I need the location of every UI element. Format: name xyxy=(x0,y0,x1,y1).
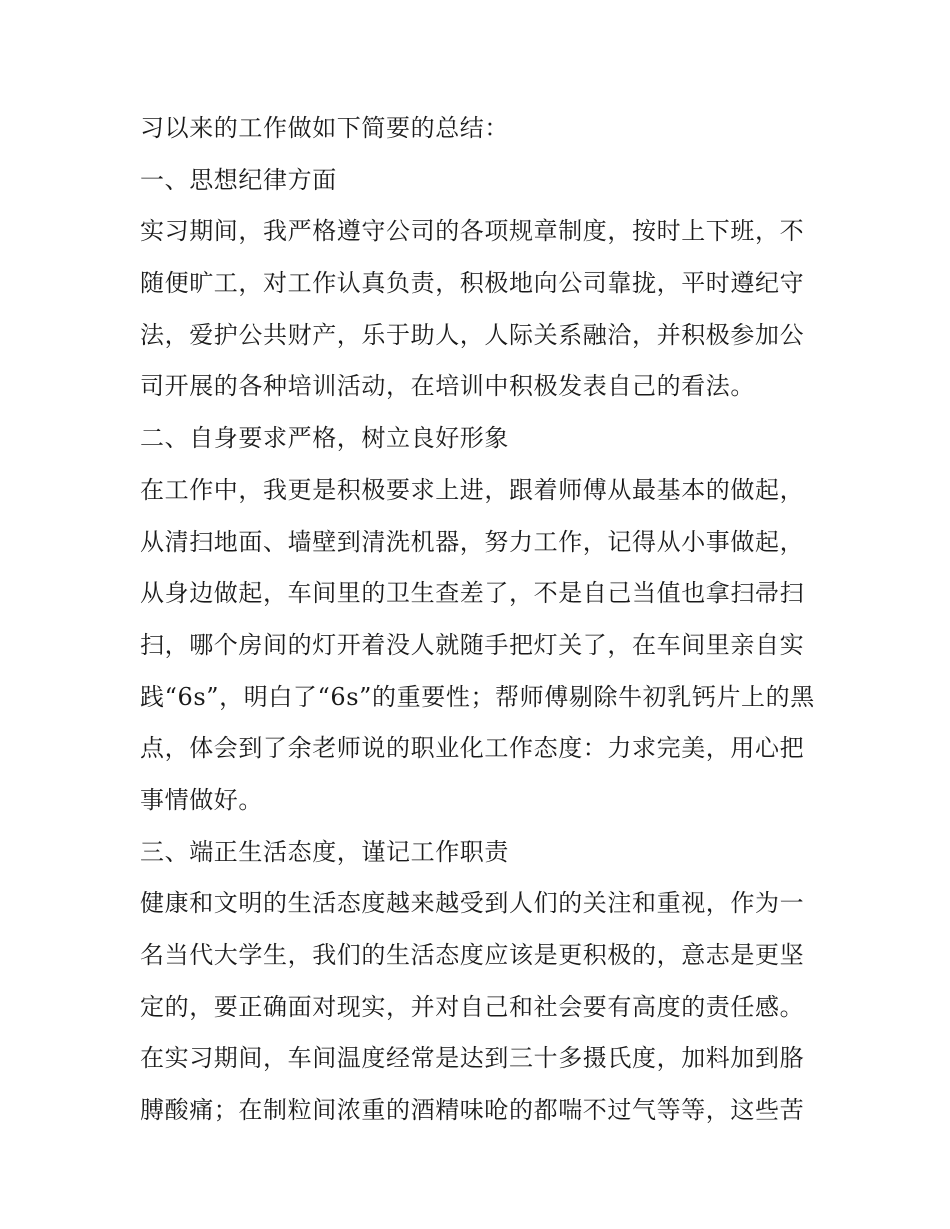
text-line: 在实习期间，车间温度经常是达到三十多摄氏度，加料加到胳 xyxy=(140,1044,805,1073)
text-line: 法，爱护公共财产，乐于助人，人际关系融洽，并积极参加公 xyxy=(140,320,805,349)
text-line: 随便旷工，对工作认真负责，积极地向公司靠拢，平时遵纪守 xyxy=(140,269,805,298)
text-line: 膊酸痛；在制粒间浓重的酒精味呛的都喘不过气等等，这些苦 xyxy=(140,1096,805,1125)
text-line: 从身边做起，车间里的卫生查差了，不是自己当值也拿扫帚扫 xyxy=(140,579,805,608)
section-heading: 一、思想纪律方面 xyxy=(140,165,337,194)
text-line: 践“6s”，明白了“6s”的重要性；帮师傅剔除牛初乳钙片上的黑 xyxy=(140,682,815,711)
text-line: 名当代大学生，我们的生活态度应该是更积极的，意志是更坚 xyxy=(140,941,805,969)
document-body xyxy=(140,103,820,1137)
text-line: 点，体会到了余老师说的职业化工作态度：力求完美，用心把 xyxy=(140,734,805,763)
text-line: 事情做好。 xyxy=(140,785,263,814)
text-line: 扫，哪个房间的灯开着没人就随手把灯关了，在车间里亲自实 xyxy=(140,630,805,659)
text-line: 在工作中，我更是积极要求上进，跟着师傅从最基本的做起， xyxy=(140,475,805,504)
text-line: 司开展的各种培训活动，在培训中积极发表自己的看法。 xyxy=(140,372,755,401)
text-line: 实习期间，我严格遵守公司的各项规章制度，按时上下班，不 xyxy=(140,217,805,246)
section-heading: 二、自身要求严格，树立良好形象 xyxy=(140,424,509,453)
text-line: 习以来的工作做如下简要的总结： xyxy=(140,114,509,142)
text-line: 健康和文明的生活态度越来越受到人们的关注和重视，作为一 xyxy=(140,889,805,918)
text-line: 从清扫地面、墙壁到清洗机器，努力工作，记得从小事做起， xyxy=(140,527,805,556)
section-heading: 三、端正生活态度，谨记工作职责 xyxy=(140,837,509,866)
text-line: 定的，要正确面对现实，并对自己和社会要有高度的责任感。 xyxy=(140,992,805,1021)
